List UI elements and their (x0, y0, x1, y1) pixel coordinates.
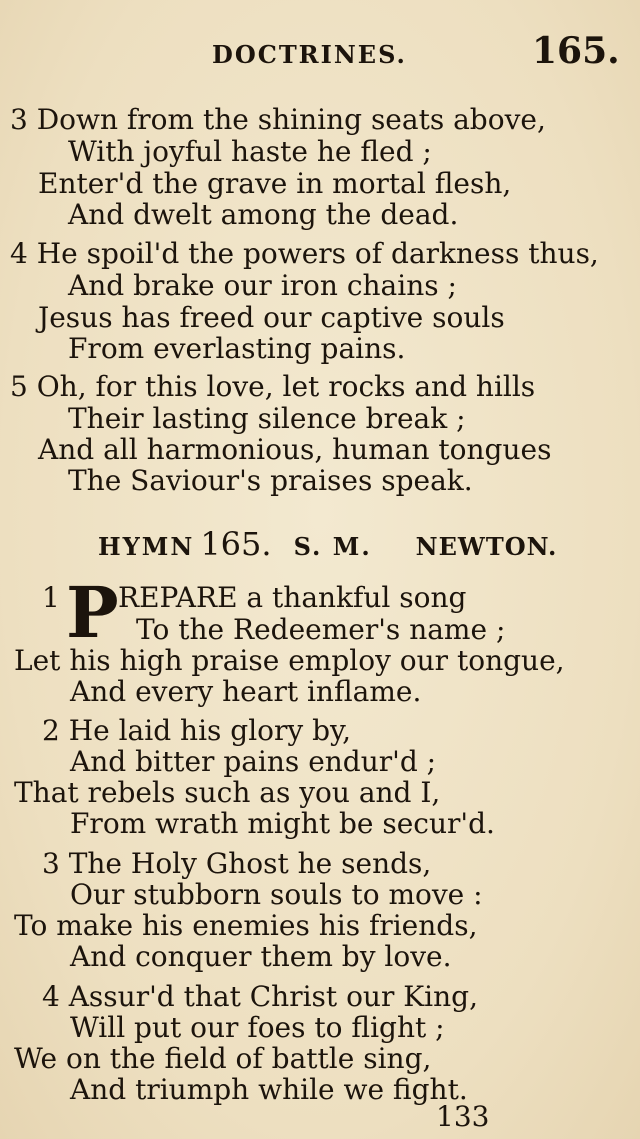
verse-number: 1 (42, 581, 60, 614)
verse-line: To make his enemies his friends, (14, 909, 478, 942)
verse-line: From wrath might be secur'd. (70, 807, 495, 840)
verse-line: From everlasting pains. (68, 332, 406, 365)
verse-line: 3 Down from the shining seats above, (10, 103, 546, 136)
verse-line: Enter'd the grave in mortal flesh, (38, 167, 512, 200)
verse-line: And conquer them by love. (70, 940, 452, 973)
verse-line: That rebels such as you and I, (14, 776, 441, 809)
hymn-heading (98, 525, 557, 563)
hymn-meter: S. M. (293, 532, 372, 561)
hymn-number: 165. (200, 525, 272, 563)
verse-line: We on the field of battle sing, (14, 1042, 432, 1075)
hymn-label: HYMN (98, 532, 195, 561)
page-number: 165. (532, 30, 620, 72)
verse-line: And dwelt among the dead. (68, 198, 459, 231)
verse-line: 4 Assur'd that Christ our King, (42, 980, 478, 1013)
verse-line: 5 Oh, for this love, let rocks and hills (10, 370, 536, 403)
verse-line: REPARE a thankful song (118, 581, 467, 614)
verse-line: Let his high praise employ our tongue, (14, 644, 565, 677)
verse-line: And brake our iron chains ; (68, 269, 457, 302)
verse-line: And every heart inflame. (70, 675, 422, 708)
verse-line: Our stubborn souls to move : (70, 878, 483, 911)
verse-line: Jesus has freed our captive souls (38, 301, 505, 334)
hymn-author: NEWTON. (415, 532, 558, 561)
verse-line: With joyful haste he fled ; (68, 135, 432, 168)
verse-line: 4 He spoil'd the powers of darkness thus, (10, 237, 599, 270)
drop-cap: P (66, 571, 119, 654)
verse-line: To the Redeemer's name ; (136, 613, 506, 646)
verse-line: 3 The Holy Ghost he sends, (42, 847, 432, 880)
verse-line: The Saviour's praises speak. (68, 464, 473, 497)
verse-line: And bitter pains endur'd ; (70, 745, 437, 778)
verse-line: And all harmonious, human tongues (38, 433, 552, 466)
verse-line: Will put our foes to flight ; (70, 1011, 445, 1044)
printer-signature: 133 (436, 1100, 490, 1133)
verse-line: Their lasting silence break ; (68, 402, 466, 435)
running-header: DOCTRINES. (212, 40, 407, 69)
verse-line: And triumph while we fight. (70, 1073, 468, 1106)
verse-line: 2 He laid his glory by, (42, 714, 352, 747)
